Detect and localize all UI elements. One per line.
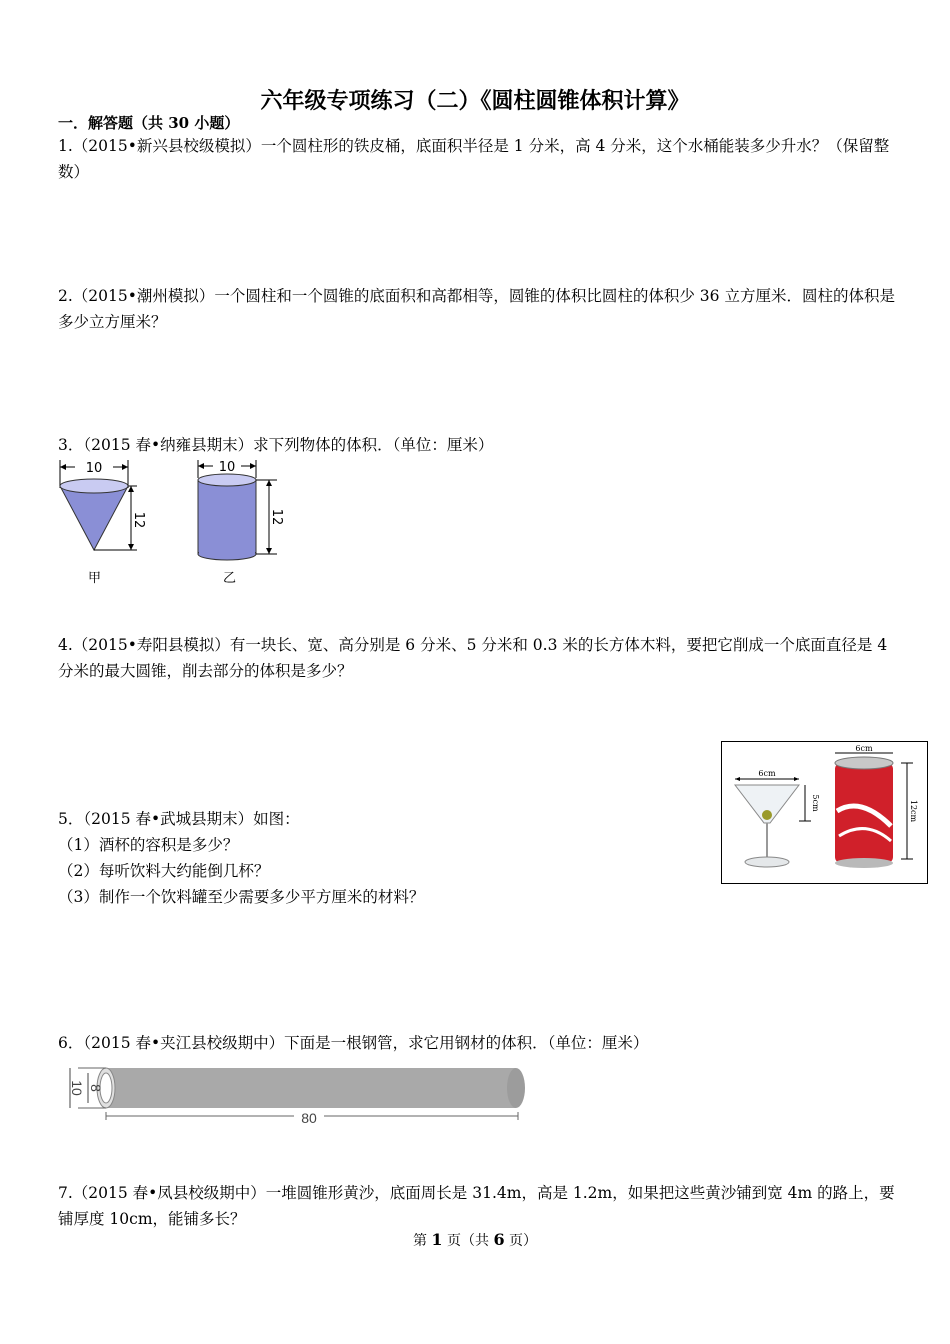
cone-height-label: 12 xyxy=(131,511,146,529)
cylinder-caption: 乙 xyxy=(223,571,237,586)
question-5-part-1: （1）酒杯的容积是多少？ xyxy=(58,836,239,854)
question-5-part-3: （3）制作一个饮料罐至少需要多少平方厘米的材料？ xyxy=(58,888,425,906)
question-3: 3．（2015 春•纳雍县期末）求下列物体的体积．（单位：厘米） xyxy=(58,436,494,454)
pipe-inner-label: 8 xyxy=(88,1084,104,1092)
page-title: 六年级专项练习（二）《圆柱圆锥体积计算》 xyxy=(260,89,690,114)
pipe-outer-label: 10 xyxy=(69,1080,85,1096)
question-1: 1.（2015•新兴县校级模拟）一个圆柱形的铁皮桶，底面积半径是 1 分米，高 4 分米，这个水桶能装多少升水？（保留整数） xyxy=(58,137,890,181)
can-width-label: 6cm xyxy=(855,744,873,753)
question-6: 6．（2015 春•夹江县校级期中）下面是一根钢管，求它用钢材的体积．（单位：厘米） xyxy=(58,1034,649,1052)
question-2: 2.（2015•潮州模拟）一个圆柱和一个圆锥的底面积和高都相等，圆锥的体积比圆柱的体积少 36 立方厘米．圆柱的体积是多少立方厘米？ xyxy=(58,287,895,331)
glass-width-label: 6cm xyxy=(758,769,776,778)
cylinder-diameter-label: 10 xyxy=(218,460,236,475)
cone-diameter-label: 10 xyxy=(85,461,103,476)
glass-height-label: 5cm xyxy=(811,794,820,812)
footer-total-pages: 6 xyxy=(493,1230,505,1249)
figure-6-steel-pipe xyxy=(58,1060,528,1132)
footer-prefix: 第 xyxy=(412,1233,432,1249)
figure-5-glass-and-can xyxy=(721,741,928,884)
soda-can xyxy=(835,757,893,868)
page-footer xyxy=(0,1230,950,1250)
question-7: 7.（2015 春•凤县校级期中）一堆圆锥形黄沙，底面周长是 31.4m，高是 1.2m，如果把这些黄沙铺到宽 4m 的路上，要铺厚度 10cm，能铺多长？ xyxy=(58,1184,895,1228)
footer-suffix: 页） xyxy=(504,1233,538,1249)
question-5-stem: 5．（2015 春•武城县期末）如图： xyxy=(58,810,300,828)
cone-caption: 甲 xyxy=(88,571,102,586)
section-heading: 一．解答题（共 30 小题） xyxy=(58,114,240,132)
footer-mid: 页（共 xyxy=(442,1233,494,1249)
question-4: 4.（2015•寿阳县模拟）有一块长、宽、高分别是 6 分米、5 分米和 0.3 米的长方体木料，要把它削成一个底面直径是 4 分米的最大圆锥，削去部分的体积是多少？ xyxy=(58,636,888,680)
footer-page-number: 1 xyxy=(431,1230,443,1249)
pipe-length-label: 80 xyxy=(301,1110,317,1126)
question-5 xyxy=(58,806,698,910)
can-height-label: 12cm xyxy=(909,799,918,823)
question-5-part-2: （2）每听饮料大约能倒几杯？ xyxy=(58,862,270,880)
cylinder-height-label: 12 xyxy=(269,508,284,526)
figure-3-solids xyxy=(55,458,285,588)
cylinder-figure xyxy=(198,460,277,560)
